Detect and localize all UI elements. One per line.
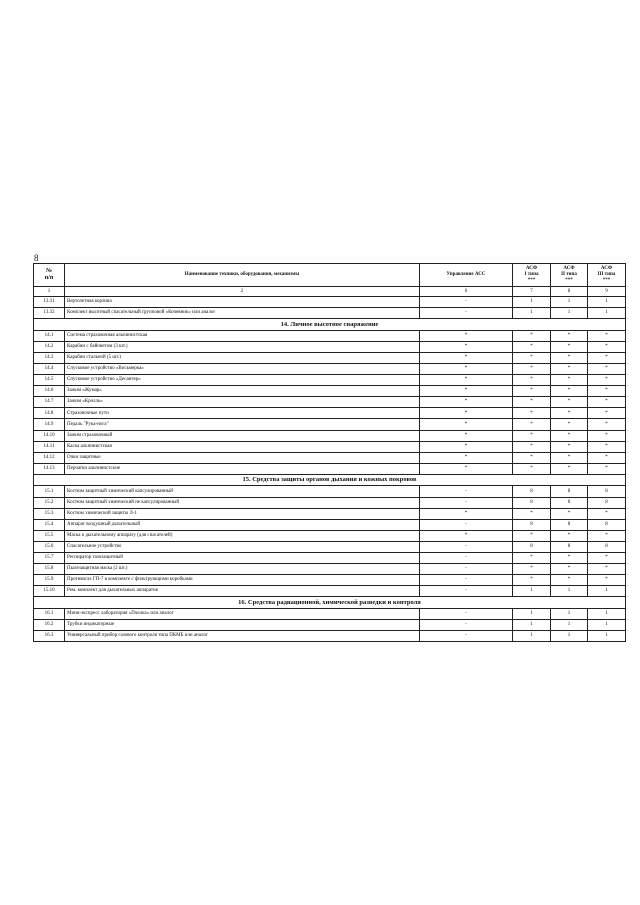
table-row (34, 330, 626, 341)
row-type3: * (588, 330, 626, 341)
row-type1: * (513, 530, 551, 541)
row-name: Рем. комплект для дыхательных аппаратов (65, 586, 420, 597)
row-type1: * (513, 408, 551, 419)
row-asc-office: - (420, 564, 513, 575)
row-name: Аппарат воздушный дыхательный (65, 519, 420, 530)
row-number: 15.10 (34, 586, 65, 597)
row-name: Противогаз ГП-7 в комплекте с фильтрующими коробками (65, 575, 420, 586)
row-type2: * (551, 375, 588, 386)
row-type1: * (513, 419, 551, 430)
row-name: Маска к дыхательному аппарату (для спасателей) (65, 530, 420, 541)
row-number: 15.3 (34, 508, 65, 519)
row-type3: * (588, 419, 626, 430)
row-type1: * (513, 341, 551, 352)
row-type2: * (551, 508, 588, 519)
row-asc-office: * (420, 463, 513, 474)
row-type2: 1 (551, 586, 588, 597)
row-type3: * (588, 452, 626, 463)
row-type2: * (551, 575, 588, 586)
table-row (34, 586, 626, 597)
header-type2: АСФ II типа *** (551, 264, 588, 287)
column-index-row (34, 287, 626, 297)
row-number: 16.1 (34, 608, 65, 619)
row-asc-office: * (420, 452, 513, 463)
table-row (34, 375, 626, 386)
row-asc-office: * (420, 341, 513, 352)
row-asc-office: * (420, 386, 513, 397)
section-row (34, 319, 626, 331)
table-row (34, 608, 626, 619)
row-type2: 1 (551, 619, 588, 630)
table-row (34, 486, 626, 497)
column-index: 2 (65, 287, 420, 297)
row-asc-office: - (420, 541, 513, 552)
table-row (34, 363, 626, 374)
row-type2: * (551, 397, 588, 408)
row-number: 16.2 (34, 619, 65, 630)
row-number: 15.5 (34, 530, 65, 541)
row-type2: * (551, 352, 588, 363)
row-name: Зажим «Жумар» (65, 386, 420, 397)
row-type3: 1 (588, 608, 626, 619)
row-type3: 8 (588, 519, 626, 530)
row-type3: 1 (588, 586, 626, 597)
row-asc-office: * (420, 352, 513, 363)
row-name: Карабин стальной (5 шт.) (65, 352, 420, 363)
row-type2: 1 (551, 297, 588, 308)
row-number: 15.6 (34, 541, 65, 552)
row-type1: 1 (513, 297, 551, 308)
row-name: Трубки индикаторные (65, 619, 420, 630)
row-type1: 1 (513, 608, 551, 619)
column-index: 7 (513, 287, 551, 297)
row-type3: 8 (588, 497, 626, 508)
row-type2: 1 (551, 608, 588, 619)
row-asc-office: - (420, 486, 513, 497)
row-type1: * (513, 352, 551, 363)
row-asc-office: - (420, 575, 513, 586)
row-type2: * (551, 441, 588, 452)
table-row (34, 352, 626, 363)
row-number: 15.9 (34, 575, 65, 586)
row-type3: * (588, 386, 626, 397)
row-type2: * (551, 386, 588, 397)
row-name: Зажим «Кролль» (65, 397, 420, 408)
row-type1: 1 (513, 308, 551, 319)
header-name: Наименование техники, оборудования, механизмы (65, 264, 420, 287)
table-row (34, 552, 626, 563)
row-name: Респиратор газозащитный (65, 552, 420, 563)
row-name: Вертолетная корзина (65, 297, 420, 308)
section-title: 16. Средства радиационной, химической разведки и контроля (34, 597, 626, 609)
row-asc-office: - (420, 619, 513, 630)
row-asc-office: - (420, 519, 513, 530)
row-type2: * (551, 430, 588, 441)
row-type3: 8 (588, 486, 626, 497)
row-number: 15.4 (34, 519, 65, 530)
row-number: 15.1 (34, 486, 65, 497)
section-row (34, 597, 626, 609)
row-type1: * (513, 397, 551, 408)
row-number: 14.1 (34, 330, 65, 341)
row-type3: * (588, 375, 626, 386)
row-asc-office: - (420, 631, 513, 642)
row-type1: * (513, 508, 551, 519)
table-row (34, 452, 626, 463)
row-type2: * (551, 530, 588, 541)
table-row (34, 408, 626, 419)
row-type3: * (588, 552, 626, 563)
row-type1: 8 (513, 519, 551, 530)
row-asc-office: * (420, 330, 513, 341)
row-type3: * (588, 352, 626, 363)
row-asc-office: - (420, 308, 513, 319)
row-asc-office: * (420, 375, 513, 386)
row-type2: 8 (551, 519, 588, 530)
row-type2: * (551, 552, 588, 563)
row-number: 14.2 (34, 341, 65, 352)
row-type1: 1 (513, 619, 551, 630)
table-header-row (34, 264, 626, 287)
table-row (34, 564, 626, 575)
row-name: Костюм защитный химический не капсулированный (65, 497, 420, 508)
row-type2: * (551, 330, 588, 341)
row-type1: * (513, 463, 551, 474)
column-index: 1 (34, 287, 65, 297)
row-number: 14.9 (34, 419, 65, 430)
table-row (34, 519, 626, 530)
table-row (34, 497, 626, 508)
row-type3: * (588, 575, 626, 586)
row-name: Спусковое устройство «Восьмерка» (65, 363, 420, 374)
row-asc-office: * (420, 508, 513, 519)
row-number: 16.3 (34, 631, 65, 642)
row-type2: * (551, 341, 588, 352)
row-type1: 8 (513, 486, 551, 497)
row-asc-office: * (420, 363, 513, 374)
row-asc-office: - (420, 608, 513, 619)
column-index: 9 (588, 287, 626, 297)
row-type3: * (588, 341, 626, 352)
table-row (34, 397, 626, 408)
row-type1: 1 (513, 586, 551, 597)
row-name: Каска альпинистская (65, 441, 420, 452)
row-type1: * (513, 552, 551, 563)
row-type3: * (588, 408, 626, 419)
header-type1: АСФ I типа *** (513, 264, 551, 287)
row-name: Спасательное устройство (65, 541, 420, 552)
section-title: 15. Средства защиты органов дыхания и кожных покровов (34, 474, 626, 486)
row-type2: 8 (551, 497, 588, 508)
row-number: 13.31 (34, 297, 65, 308)
row-number: 15.7 (34, 552, 65, 563)
row-type1: * (513, 575, 551, 586)
row-type2: * (551, 564, 588, 575)
table-row (34, 575, 626, 586)
row-name: Страховочные пути (65, 408, 420, 419)
page-number: 8 (34, 253, 39, 263)
row-type1: * (513, 452, 551, 463)
row-number: 14.6 (34, 386, 65, 397)
row-type1: * (513, 564, 551, 575)
row-type3: 1 (588, 631, 626, 642)
row-asc-office: * (420, 441, 513, 452)
row-asc-office: * (420, 408, 513, 419)
row-number: 14.3 (34, 352, 65, 363)
row-type3: * (588, 363, 626, 374)
row-asc-office: - (420, 586, 513, 597)
row-asc-office: - (420, 552, 513, 563)
row-type2: * (551, 363, 588, 374)
row-name: Костюм химической защиты Л-1 (65, 508, 420, 519)
row-name: Спусковое устройство «Десантер» (65, 375, 420, 386)
table-row (34, 341, 626, 352)
row-type2: * (551, 463, 588, 474)
row-name: Пылезащитная маска (2 шт.) (65, 564, 420, 575)
table-row (34, 463, 626, 474)
row-asc-office: * (420, 430, 513, 441)
column-index: 8 (551, 287, 588, 297)
row-type2: * (551, 452, 588, 463)
row-type1: * (513, 441, 551, 452)
row-name: Комплект высотный спасательный групповой «Кочевник» или аналог (65, 308, 420, 319)
row-name: Мини-экспресс лаборатория «Пчелка» или аналог (65, 608, 420, 619)
table-row (34, 297, 626, 308)
row-type3: * (588, 564, 626, 575)
row-name: Универсальный прибор газового контроля типа ПКМБ или аналог (65, 631, 420, 642)
row-number: 14.13 (34, 463, 65, 474)
row-type1: * (513, 375, 551, 386)
table-row (34, 508, 626, 519)
row-type3: 1 (588, 297, 626, 308)
row-type2: * (551, 419, 588, 430)
row-type3: 1 (588, 308, 626, 319)
row-number: 14.12 (34, 452, 65, 463)
table-row (34, 541, 626, 552)
row-asc-office: - (420, 497, 513, 508)
row-number: 14.8 (34, 408, 65, 419)
header-asc-office: Управление АСС (420, 264, 513, 287)
row-number: 14.5 (34, 375, 65, 386)
row-type3: * (588, 430, 626, 441)
row-asc-office: * (420, 419, 513, 430)
row-type2: 8 (551, 541, 588, 552)
row-number: 15.2 (34, 497, 65, 508)
row-number: 13.32 (34, 308, 65, 319)
header-type3: АСФ III типа *** (588, 264, 626, 287)
header-num: № п/п (34, 264, 65, 287)
row-number: 14.11 (34, 441, 65, 452)
equipment-table (33, 263, 626, 642)
row-number: 15.8 (34, 564, 65, 575)
row-name: Костюм защитный химический капсулированный (65, 486, 420, 497)
row-name: Педаль "Рука-нога" (65, 419, 420, 430)
table-row (34, 430, 626, 441)
row-number: 14.7 (34, 397, 65, 408)
row-type3: * (588, 441, 626, 452)
row-type1: 8 (513, 541, 551, 552)
row-asc-office: - (420, 297, 513, 308)
table-row (34, 619, 626, 630)
table-row (34, 419, 626, 430)
row-type1: 8 (513, 497, 551, 508)
row-asc-office: * (420, 397, 513, 408)
table-body (34, 297, 626, 642)
row-name: Перчатки альпинистские (65, 463, 420, 474)
row-type1: * (513, 363, 551, 374)
table-row (34, 386, 626, 397)
row-type3: * (588, 530, 626, 541)
row-type3: * (588, 508, 626, 519)
column-index: 6 (420, 287, 513, 297)
row-name: Очки защитные (65, 452, 420, 463)
row-type1: * (513, 430, 551, 441)
row-type3: * (588, 397, 626, 408)
row-type1: * (513, 386, 551, 397)
row-type3: 1 (588, 619, 626, 630)
row-type3: 8 (588, 541, 626, 552)
table-row (34, 530, 626, 541)
row-number: 14.10 (34, 430, 65, 441)
row-type1: 1 (513, 631, 551, 642)
row-name: Карабин с байонетом (3 шт.) (65, 341, 420, 352)
table-row (34, 631, 626, 642)
row-number: 14.4 (34, 363, 65, 374)
row-type3: * (588, 463, 626, 474)
section-title: 14. Личное высотное снаряжение (34, 319, 626, 331)
row-asc-office: * (420, 530, 513, 541)
row-type2: 8 (551, 486, 588, 497)
row-type1: * (513, 330, 551, 341)
section-row (34, 474, 626, 486)
row-name: Система страховочная альпинистская (65, 330, 420, 341)
row-name: Зажим страховочный (65, 430, 420, 441)
row-type2: * (551, 408, 588, 419)
table-row (34, 441, 626, 452)
row-type2: 1 (551, 631, 588, 642)
table-row (34, 308, 626, 319)
row-type2: 1 (551, 308, 588, 319)
